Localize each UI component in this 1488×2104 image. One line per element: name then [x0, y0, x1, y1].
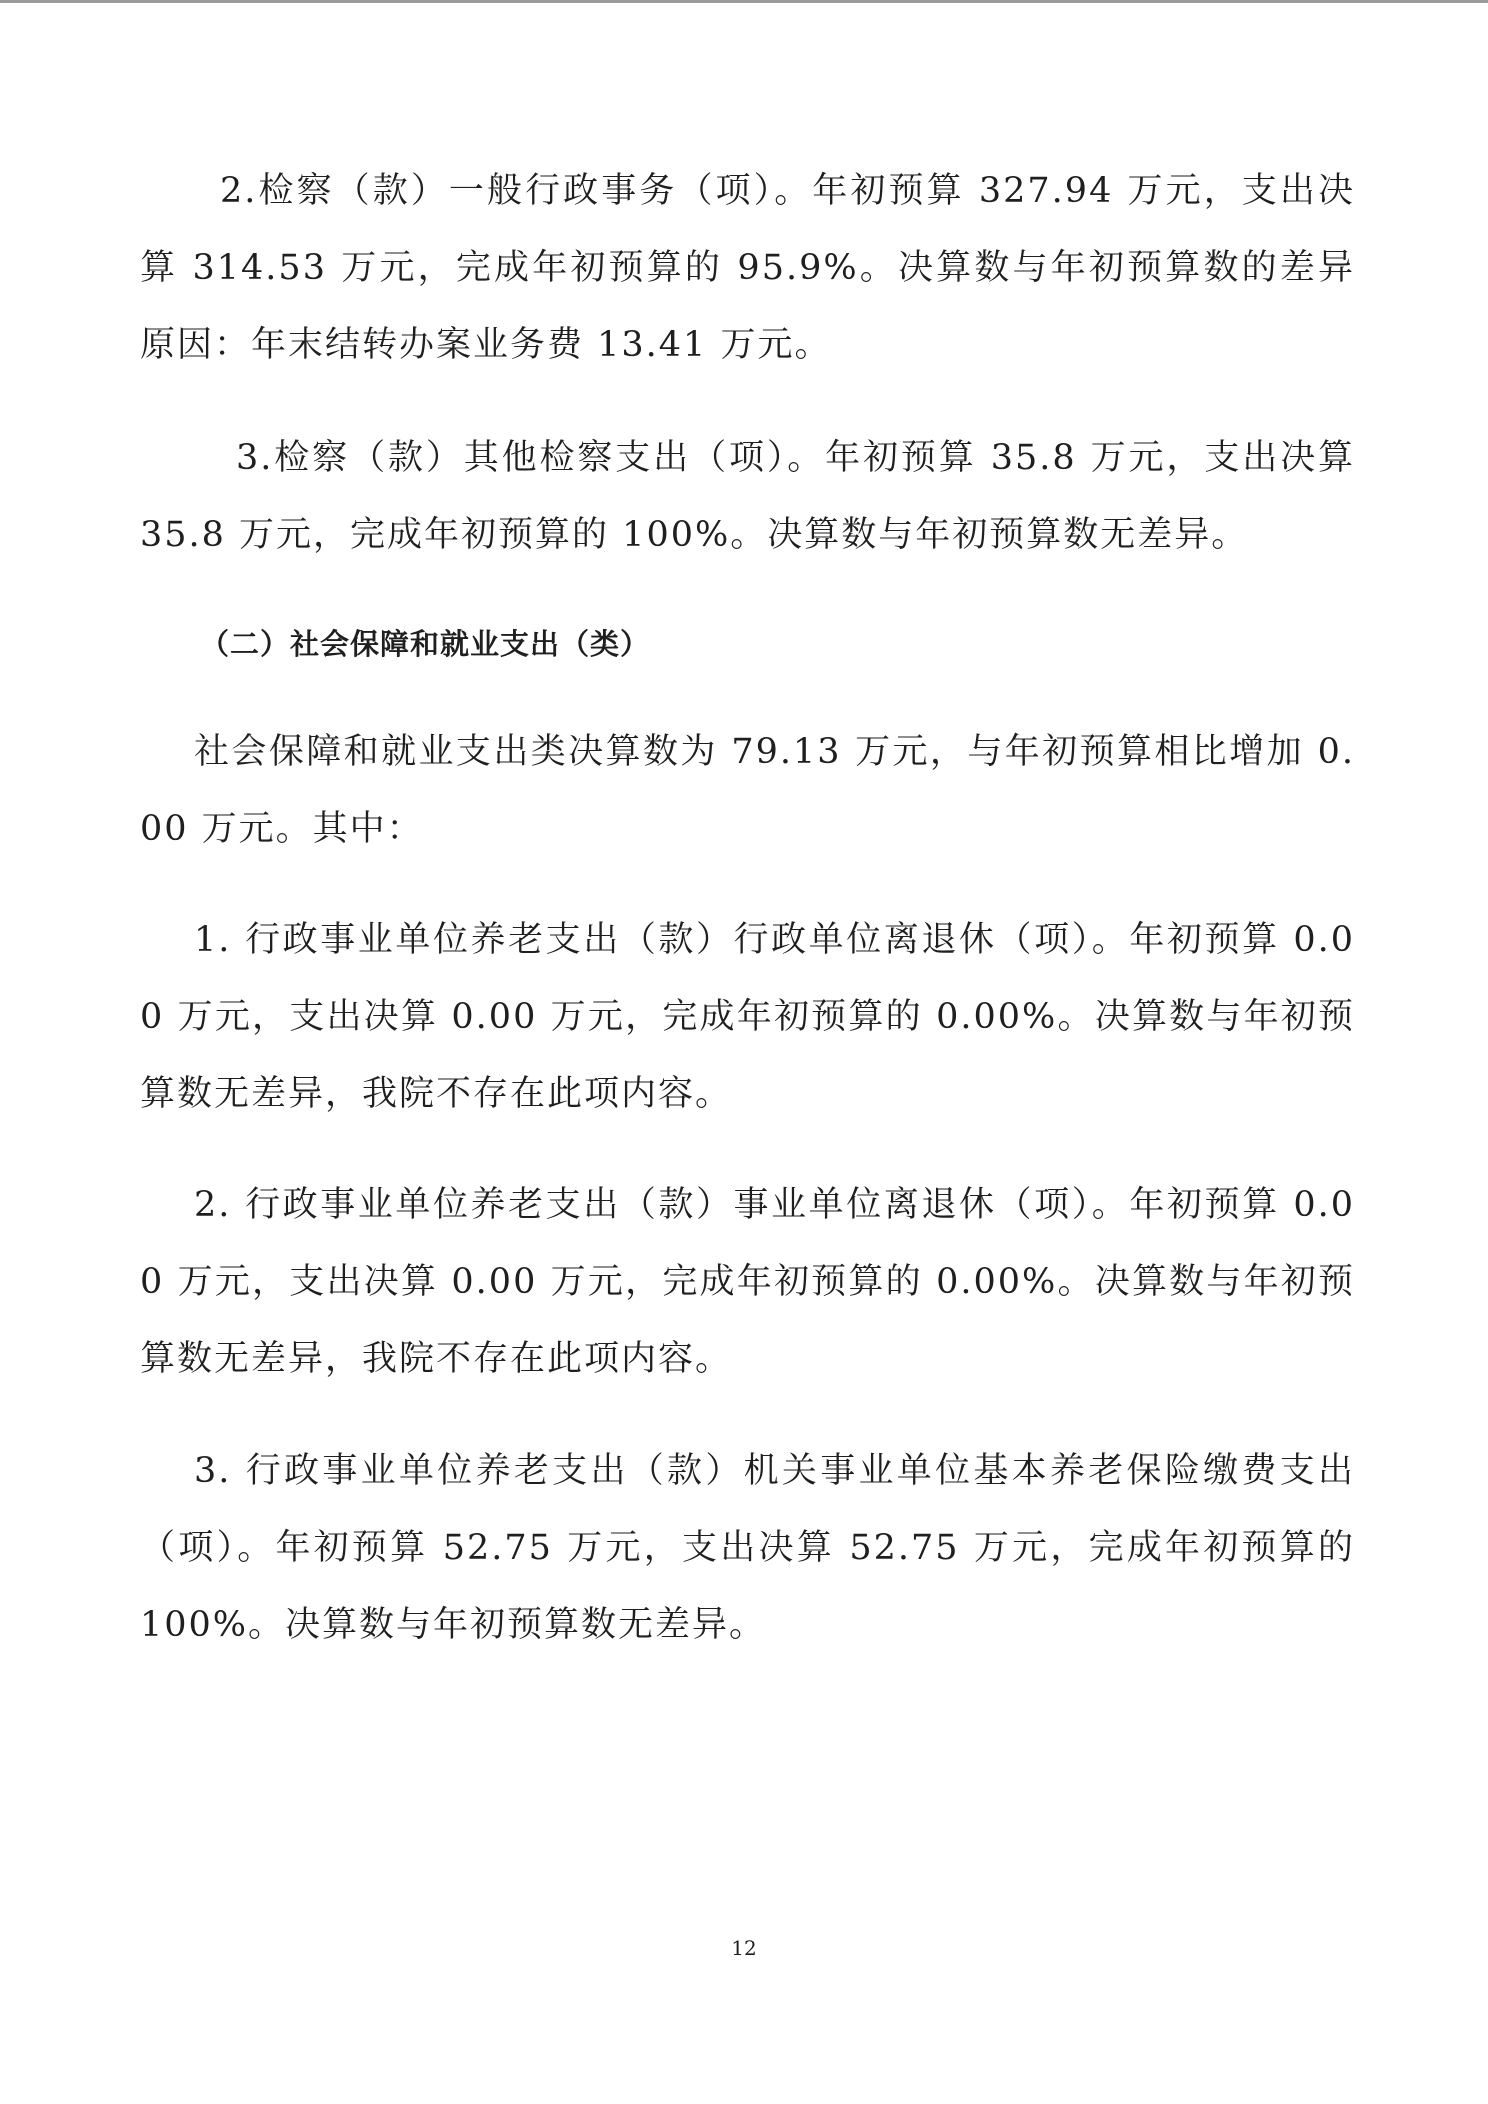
list-item-administrative-retirement: 1. 行政事业单位养老支出（款）行政单位离退休（项）。年初预算 0.00 万元，支出决算 0.00 万元，完成年初预算的 0.00%。决算数与年初预算数无差异，我院不存在此项内容。 [140, 920, 1355, 1114]
paragraph-other-procuratorial-expenditure: 3.检察（款）其他检察支出（项）。年初预算 35.8 万元，支出决算 35.8 万元，完成年初预算的 100%。决算数与年初预算数无差异。 [140, 438, 1355, 555]
list-item-pension-insurance-contribution: 3. 行政事业单位养老支出（款）机关事业单位基本养老保险缴费支出（项）。年初预算 52.75 万元，支出决算 52.75 万元，完成年初预算的 100%。决算数与年初预算数无差异。 [140, 1451, 1355, 1645]
list-item-institution-retirement: 2. 行政事业单位养老支出（款）事业单位离退休（项）。年初预算 0.00 万元，支出决算 0.00 万元，完成年初预算的 0.00%。决算数与年初预算数无差异，我院不存在此项内容。 [140, 1185, 1355, 1379]
section-intro-paragraph: 社会保障和就业支出类决算数为 79.13 万元，与年初预算相比增加 0.00 万元。其中： [140, 732, 1355, 849]
paragraph-general-administrative-affairs: 2.检察（款）一般行政事务（项）。年初预算 327.94 万元，支出决算 314.53 万元，完成年初预算的 95.9%。决算数与年初预算数的差异原因：年末结转办案业务费 13.41 万元。 [140, 171, 1355, 365]
section-heading-social-security: （二）社会保障和就业支出（类） [200, 627, 651, 661]
page-number: 12 [731, 1936, 757, 1960]
page-top-edge [0, 0, 1488, 3]
